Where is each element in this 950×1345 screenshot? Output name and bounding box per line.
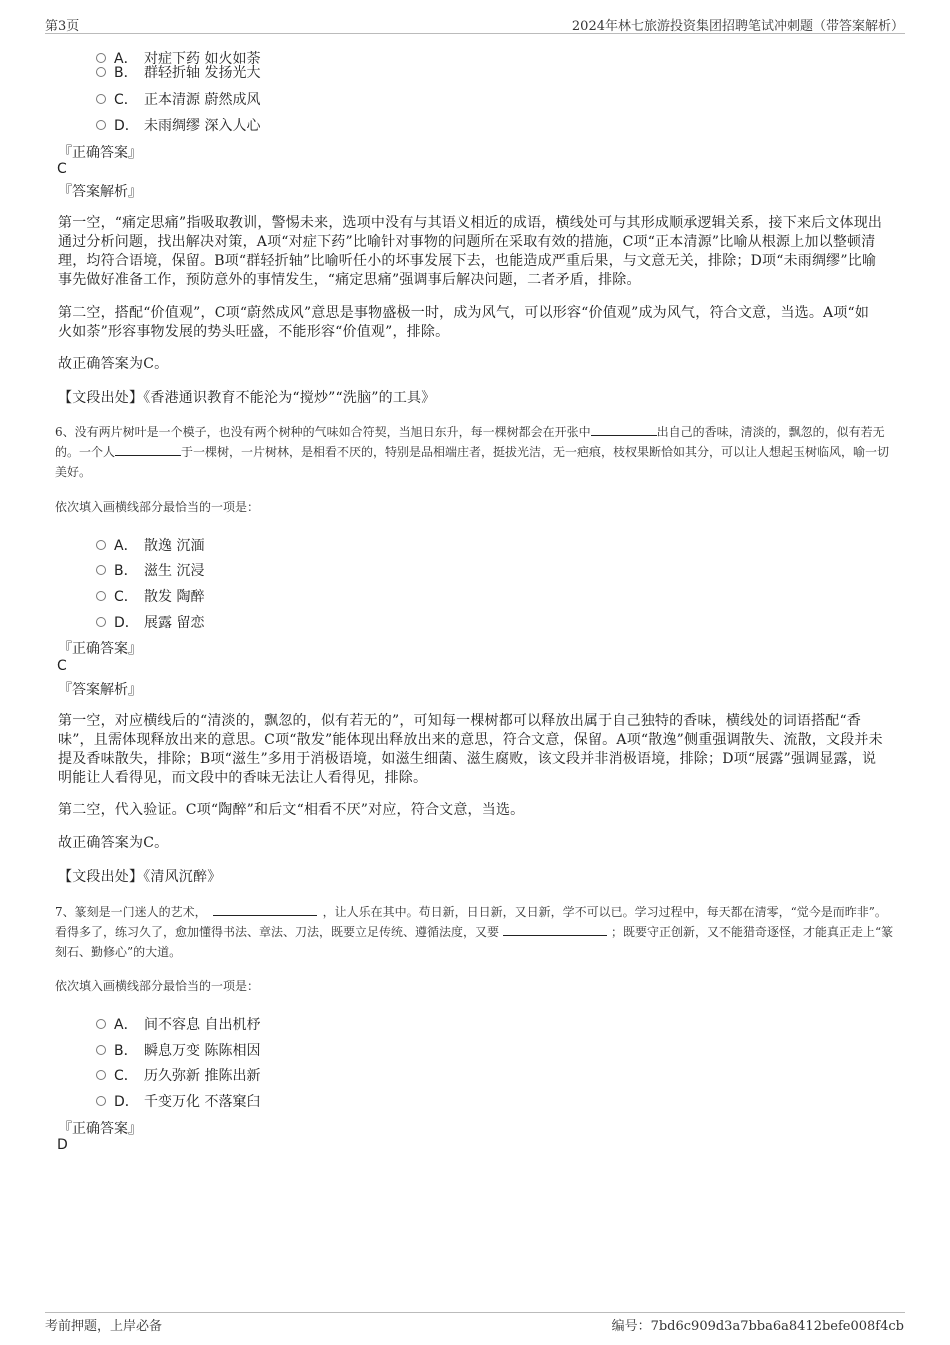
q6-prompt: 依次填入画横线部分最恰当的一项是： [55,500,260,514]
q5-option-d[interactable]: D． 未雨绸缪 深入人心 [96,115,260,135]
q6-analysis-paragraph: 第一空，对应横线后的“清淡的，飘忽的，似有若无的”，可知每一棵树都可以释放出属于自己独特的香味，横线处的词语搭配“香味”，且需体现释放出来的意思。C项“散发”能体现出释放出来的意思，符合文意，保留。A项“散逸”侧重强调散失、流散，文段并未提及香味散失，排除；B项“滋生”多用于消极语境，如滋生细菌、滋生腐败，该文段并非消极语境，排除；D项“展露”强调显露，说明能让人看得见，而文段中的香味无法让人看得见，排除。 [58,713,883,786]
q5-option-a[interactable]: A． 对症下药 如火如荼 [96,48,260,68]
q6-option-a[interactable]: A． 散逸 沉湎 [96,535,204,555]
q5-source: 【文段出处】《香港通识教育不能沦为“搅炒”“洗脑”的工具》 [58,390,436,406]
radio-icon[interactable] [96,565,106,575]
radio-icon[interactable] [96,1070,106,1080]
radio-icon[interactable] [96,617,106,627]
q6-option-b[interactable]: B． 滋生 沉浸 [96,560,204,580]
blank-line [591,424,657,436]
footer-slogan: 考前押题，上岸必备 [45,1319,163,1334]
radio-icon[interactable] [96,591,106,601]
radio-icon[interactable] [96,1096,106,1106]
q7-prompt: 依次填入画横线部分最恰当的一项是： [55,979,260,993]
q5-analysis-paragraph: 第二空，搭配“价值观”，C项“蔚然成风”意思是事物盛极一时，成为风气，可以形容“价值观”成为风气，符合文意，当选。A项“如火如荼”形容事物发展的势头旺盛，不能形容“价值观”，排除。 [58,305,870,340]
q5-analysis-paragraph: 第一空，“痛定思痛”指吸取教训，警惕未来，选项中没有与其语义相近的成语，横线处可与其形成顺承逻辑关系，接下来后文体现出通过分析问题，找出解决对策，A项“对症下药”比喻针对事物的问题所在采取有效的措施，C项“正本清源”比喻从根源上加以整顿清理，均符合语境，保留。B项“群轻折轴”比喻听任小的坏事发展下去，也能造成严重后果，与文意无关，排除；D项“未雨绸缪”比喻事先做好准备工作，预防意外的事情发生，“痛定思痛”强调事后解决问题，二者矛盾，排除。 [58,215,883,288]
q6-stem: 6、没有两片树叶是一个模子，也没有两个树种的气味如合符契，当旭日东升，每一棵树都会在开张中 出自己的香味，清淡的，飘忽的，似有若无的。一个人 于一棵树，一片树林，是相看不厌的，特别是品相端庄者，挺拔光洁，无一疤痕，枝杈果断恰如其分，可以让人想起玉树临风，喻一切美好。 [55,425,890,479]
radio-icon[interactable] [96,94,106,104]
q5-analysis-title: 『答案解析』 [58,184,142,200]
q6-answer: C [57,658,67,674]
q6-source: 【文段出处】《清风沉醉》 [58,869,222,885]
radio-icon[interactable] [96,67,106,77]
radio-icon[interactable] [96,540,106,550]
blank-line [115,444,181,456]
footer-divider [45,1312,905,1313]
q6-option-d[interactable]: D． 展露 留恋 [96,612,204,632]
q7-option-a[interactable]: A． 间不容息 自出机杼 [96,1014,260,1034]
page-number: 第3页 [45,19,80,34]
header-divider [45,33,905,34]
q7-option-b[interactable]: B． 瞬息万变 陈陈相因 [96,1040,260,1060]
q5-answer: C [57,161,67,177]
q5-option-b[interactable]: B． 群轻折轴 发扬光大 [96,62,260,82]
q7-answer-title: 『正确答案』 [58,1121,142,1137]
q7-option-d[interactable]: D． 千变万化 不落窠臼 [96,1091,260,1111]
q5-answer-title: 『正确答案』 [58,145,142,161]
q7-answer: D [57,1137,68,1153]
document-title: 2024年林七旅游投资集团招聘笔试冲刺题（带答案解析） [571,19,904,34]
q5-conclusion: 故正确答案为C。 [58,356,169,372]
radio-icon[interactable] [96,1045,106,1055]
q6-analysis-paragraph: 第二空，代入验证。C项“陶醉”和后文“相看不厌”对应，符合文意，当选。 [58,802,525,818]
q6-analysis-title: 『答案解析』 [58,682,142,698]
document-code: 编号：7bd6c909d3a7bba6a8412befe008f4cb [611,1319,904,1334]
q7-stem: 7、篆刻是一门迷人的艺术， ，让人乐在其中。苟日新，日日新，又日新，学不可以已。学习过程中，每天都在清零，“觉今是而昨非”。看得多了，练习久了，愈加懂得书法、章法、刀法，既要立足传统、遵循法度，又要 ；既要守正创新，又不能猎奇逐怪，才能真正走上“篆刻石、勤修心”的大道。 [55,905,894,959]
blank-line [213,904,317,916]
blank-line [503,924,607,936]
radio-icon[interactable] [96,1019,106,1029]
q6-conclusion: 故正确答案为C。 [58,835,169,851]
q6-option-c[interactable]: C． 散发 陶醉 [96,586,204,606]
q7-option-c[interactable]: C． 历久弥新 推陈出新 [96,1065,260,1085]
q6-answer-title: 『正确答案』 [58,641,142,657]
radio-icon[interactable] [96,120,106,130]
q5-option-c[interactable]: C． 正本清源 蔚然成风 [96,89,260,109]
